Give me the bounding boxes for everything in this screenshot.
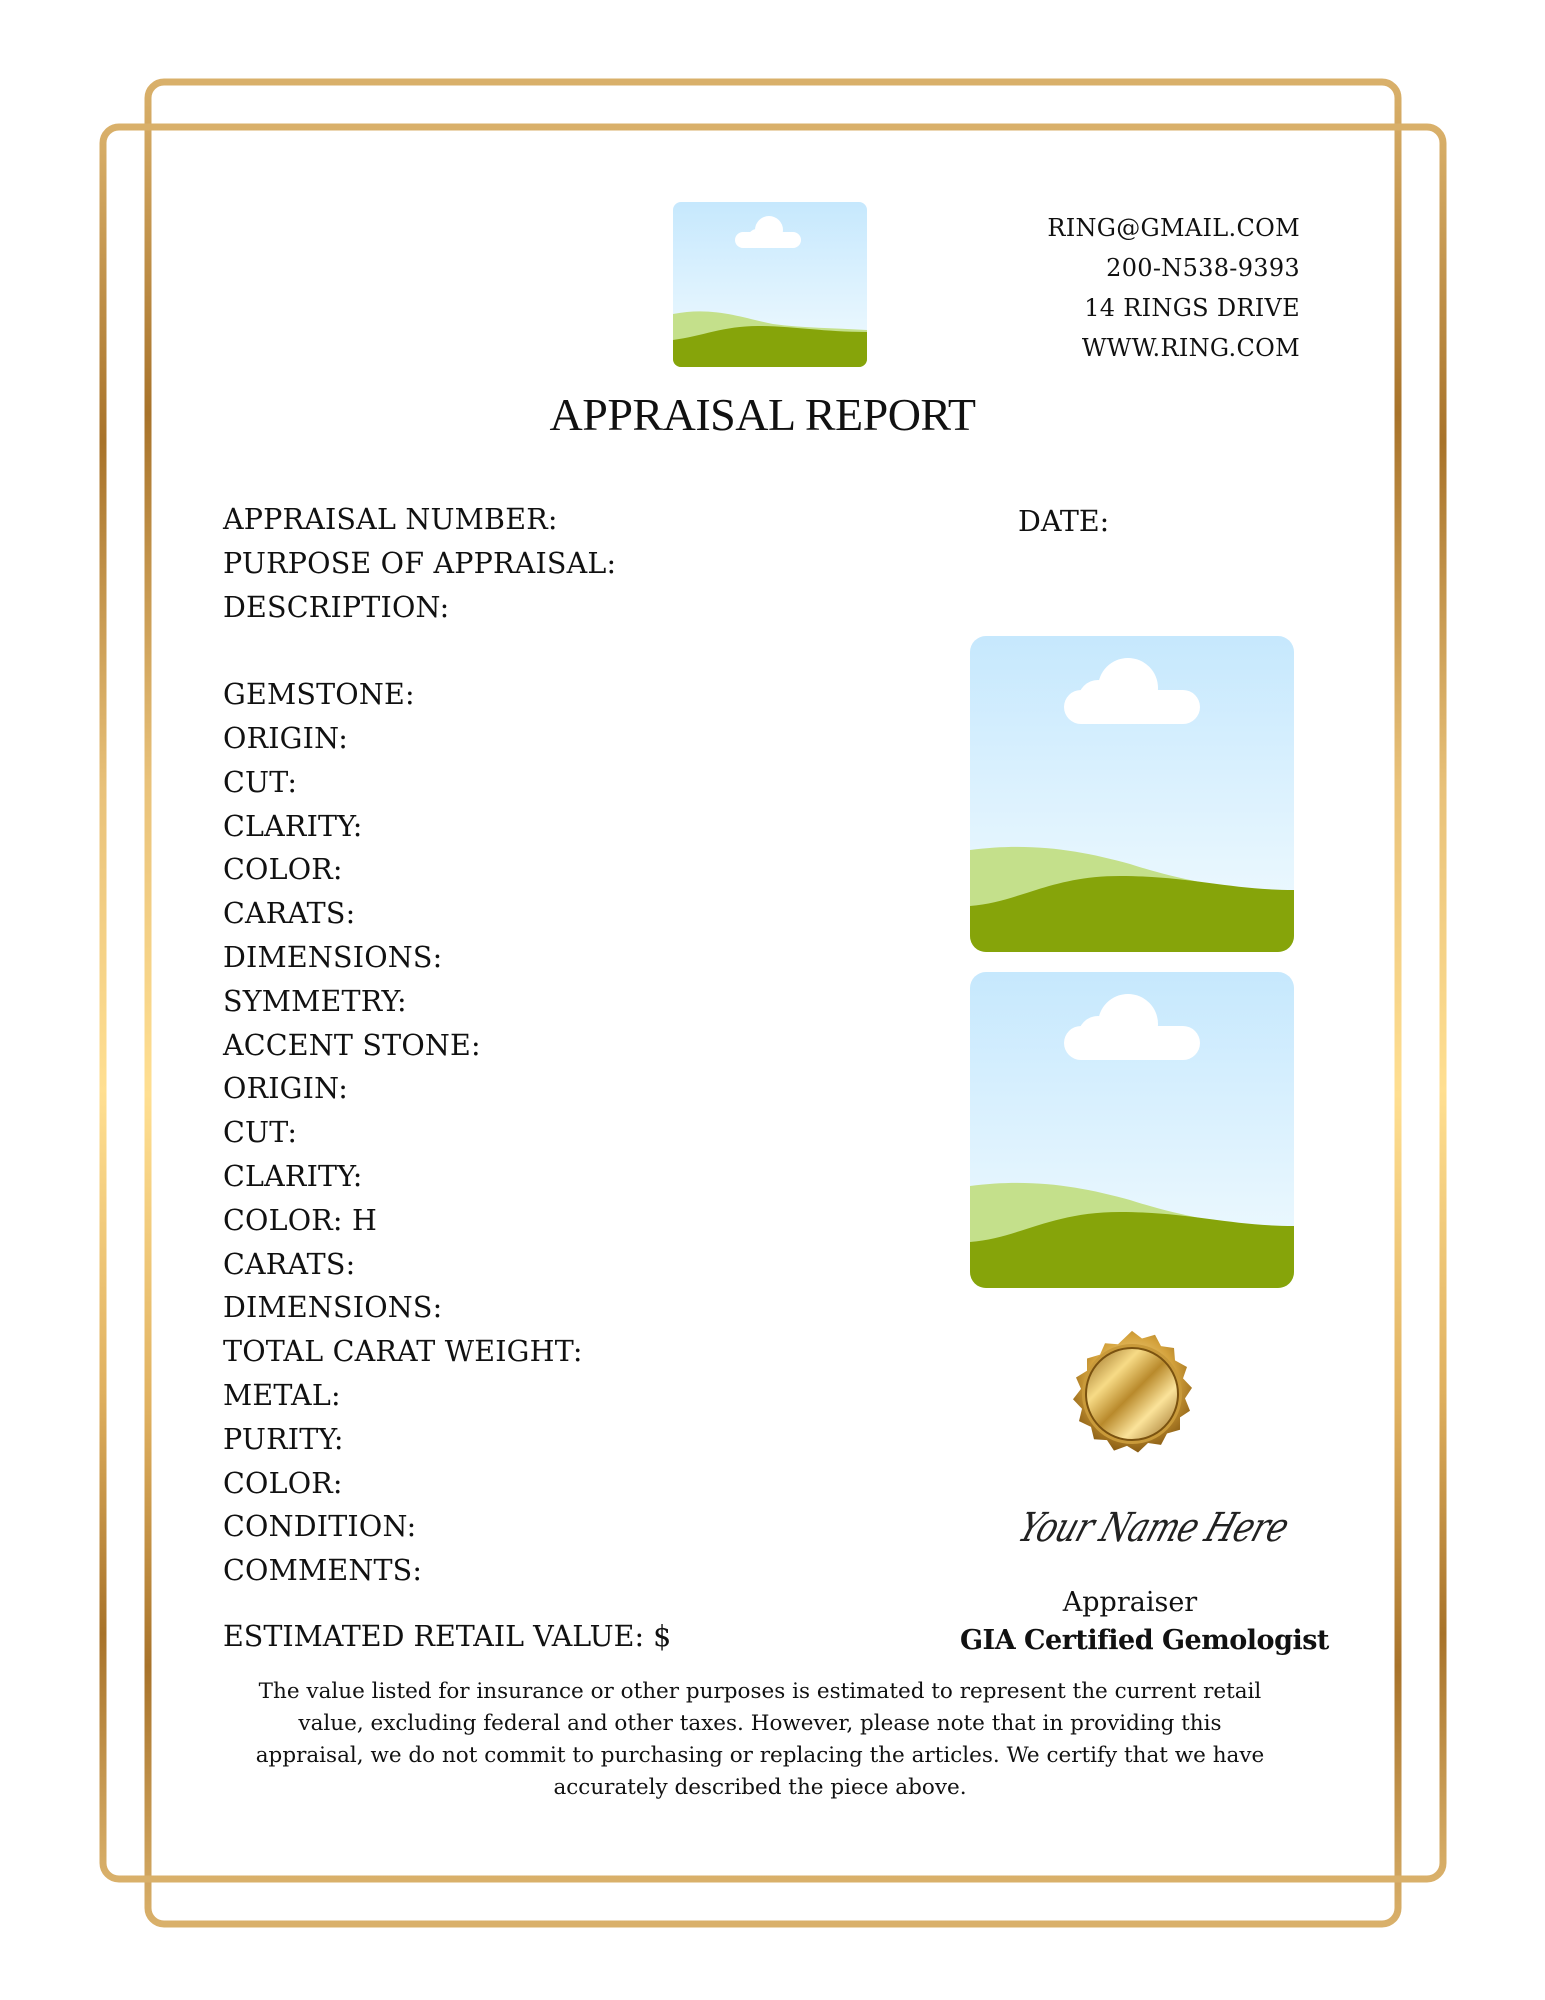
field-accent-stone: ACCENT STONE: [223,1028,481,1062]
field-accent-origin: ORIGIN: [223,1072,349,1106]
contact-website: WWW.RING.COM [1081,334,1300,362]
appraiser-certification: GIA Certified Gemologist [960,1625,1329,1656]
estimated-retail-value: ESTIMATED RETAIL VALUE: $ [223,1620,672,1653]
field-date: DATE: [1018,505,1110,538]
field-gemstone-carats: CARATS: [223,897,356,931]
page-title: APPRAISAL REPORT [549,389,976,440]
landscape-placeholder-icon [970,972,1294,1288]
field-gemstone-clarity: CLARITY: [223,809,363,843]
gold-seal-icon [1056,1318,1208,1470]
field-gemstone-symmetry: SYMMETRY: [223,984,407,1018]
field-purpose: PURPOSE OF APPRAISAL: [223,546,617,580]
field-comments: COMMENTS: [223,1554,423,1588]
field-gemstone-cut: CUT: [223,765,298,799]
field-metal-color: COLOR: [223,1466,343,1500]
fields-list [223,498,616,1593]
appraiser-signature: Your Name Here [1012,1505,1295,1551]
field-condition: CONDITION: [223,1510,417,1544]
field-total-carat-weight: TOTAL CARAT WEIGHT: [223,1335,583,1369]
contact-block [900,208,1300,368]
field-accent-carats: CARATS: [223,1247,356,1281]
field-appraisal-number: APPRAISAL NUMBER: [223,503,558,536]
field-accent-cut: CUT: [223,1116,298,1150]
field-description: DESCRIPTION: [223,590,450,624]
disclaimer-text: The value listed for insurance or other purposes is estimated to represent the current retail value, excluding federal and other taxes. However, please note that in providing this appraisal, we do not commit to purchasing or replacing the articles. We certify that we have accurately described the piece above. [255,1679,1265,1800]
field-gemstone-dimensions: DIMENSIONS: [223,940,443,974]
field-metal: METAL: [223,1378,341,1412]
landscape-placeholder-icon [673,202,867,367]
spacer [223,629,616,673]
field-gemstone: GEMSTONE: [223,678,415,712]
field-gemstone-color: COLOR: [223,853,343,887]
field-accent-dimensions: DIMENSIONS: [223,1291,443,1325]
appraiser-role: Appraiser [1062,1587,1198,1618]
field-accent-clarity: CLARITY: [223,1159,363,1193]
field-gemstone-origin: ORIGIN: [223,721,349,755]
contact-address: 14 RINGS DRIVE [1084,294,1300,322]
field-purity: PURITY: [223,1422,344,1456]
contact-email: RING@GMAIL.COM [1047,214,1300,242]
landscape-placeholder-icon [970,636,1294,952]
field-accent-color: COLOR: H [223,1203,378,1237]
contact-phone: 200-N538-9393 [1106,254,1300,282]
